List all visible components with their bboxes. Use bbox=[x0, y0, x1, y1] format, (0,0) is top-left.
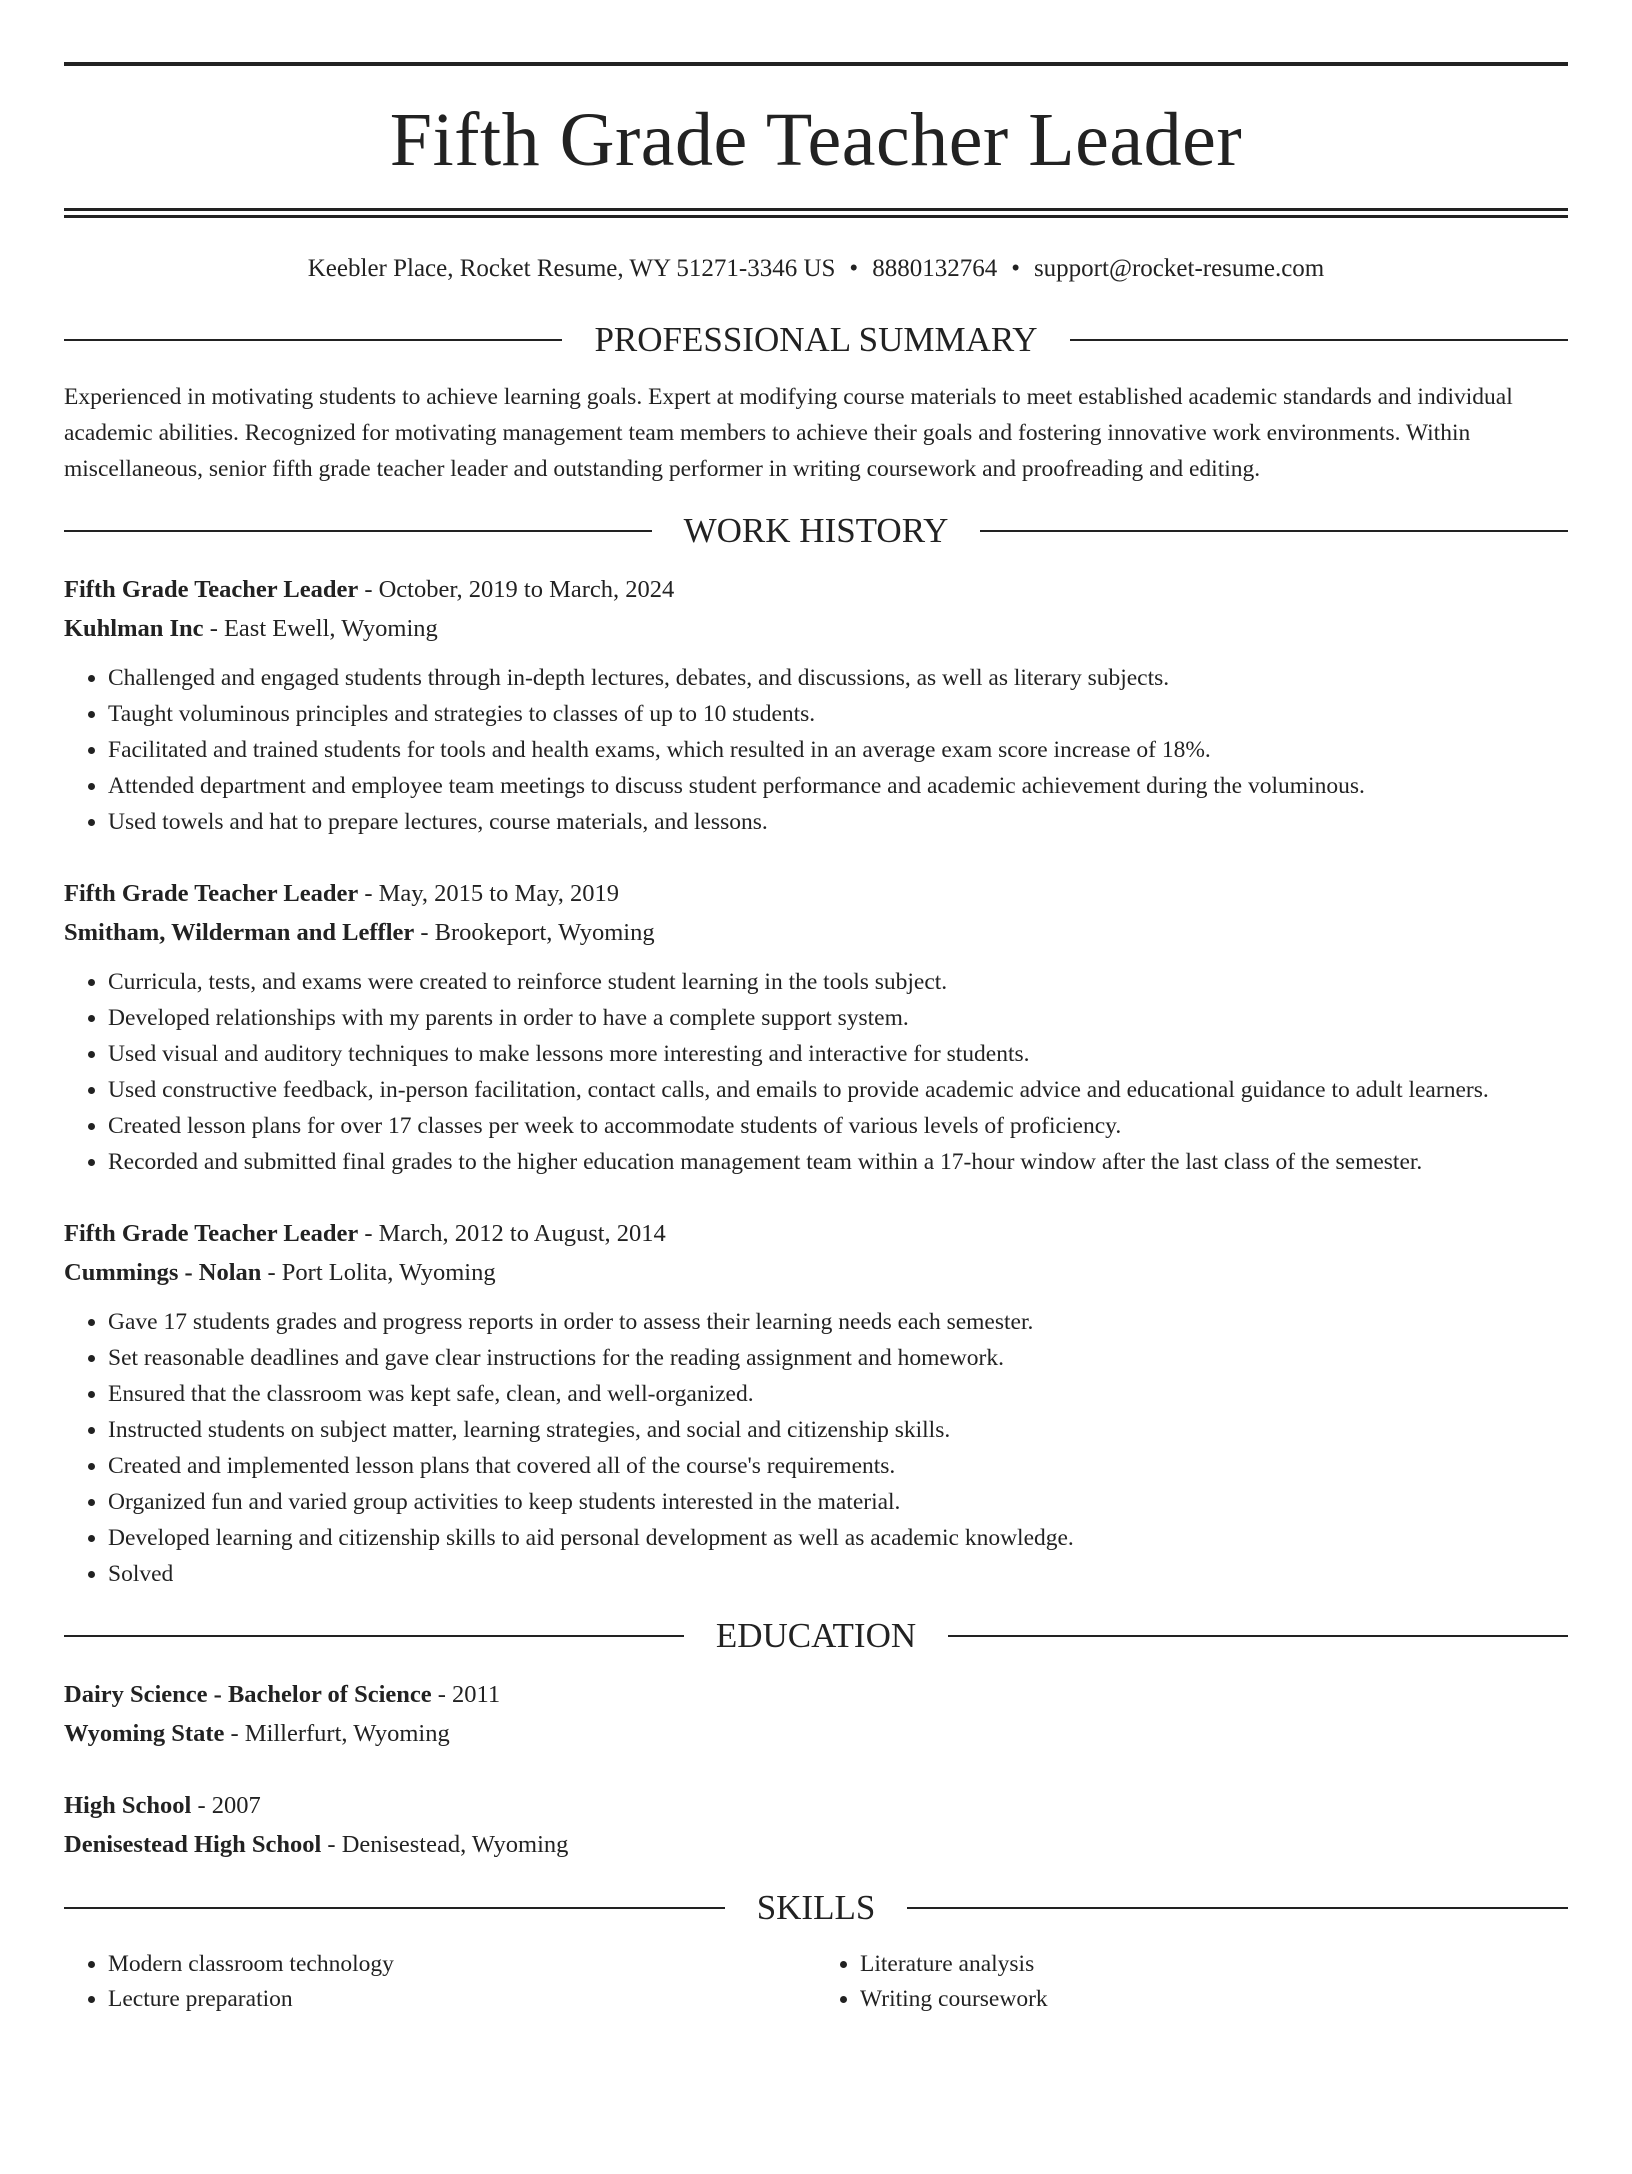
heading-rule-left bbox=[64, 339, 562, 341]
skills-right-column bbox=[816, 1947, 1568, 2017]
heading-rule-left bbox=[64, 1635, 684, 1637]
education-school-row bbox=[64, 1825, 1568, 1864]
education-degree: High School bbox=[64, 1792, 192, 1819]
contact-phone: 8880132764 bbox=[872, 255, 998, 282]
list-item: • Attended department and employee team meetings to discuss student performance and academic achievement during the voluminous. bbox=[108, 768, 1568, 804]
list-item: • Set reasonable deadlines and gave clear instructions for the reading assignment and homework. bbox=[108, 1340, 1568, 1376]
contact-line bbox=[64, 254, 1568, 284]
job-location: - Brookeport, Wyoming bbox=[414, 919, 655, 946]
section-title: SKILLS bbox=[756, 1888, 876, 1927]
education-school-row bbox=[64, 1714, 1568, 1753]
list-item: • Facilitated and trained students for tools and health exams, which resulted in an average exam score increase of 18%. bbox=[108, 732, 1568, 768]
summary-text: Experienced in motivating students to achieve learning goals. Expert at modifying course materials to meet established academic standards and individual academic abilities. Recognized for motivating management team members to achieve their goals and fostering innovative work environments. Within miscellaneous, senior fifth grade teacher leader and outstanding performer in writing coursework and proofreading and editing. bbox=[64, 384, 1513, 482]
list-item: • Modern classroom technology bbox=[108, 1947, 816, 1982]
job-dates: - October, 2019 to March, 2024 bbox=[358, 576, 675, 603]
job-company: Kuhlman Inc bbox=[64, 615, 204, 642]
list-item: • Curricula, tests, and exams were created to reinforce student learning in the tools subject. bbox=[108, 964, 1568, 1000]
list-item: • Ensured that the classroom was kept safe, clean, and well-organized. bbox=[108, 1376, 1568, 1412]
education-year: - 2007 bbox=[191, 1792, 261, 1819]
heading-rule-right bbox=[907, 1907, 1568, 1909]
list-item: • Instructed students on subject matter, learning strategies, and social and citizenship skills. bbox=[108, 1412, 1568, 1448]
list-item: • Solved bbox=[108, 1556, 1568, 1592]
job-title-row bbox=[64, 1214, 1568, 1253]
list-item: • Writing coursework bbox=[860, 1982, 1568, 2017]
heading-rule-left bbox=[64, 530, 652, 532]
section-heading-education bbox=[64, 1618, 1568, 1653]
education-location: - Denisestead, Wyoming bbox=[321, 1831, 569, 1858]
education-entry bbox=[64, 1786, 1568, 1864]
list-item: • Recorded and submitted final grades to the higher education management team within a 17-hour window after the last class of the semester. bbox=[108, 1144, 1568, 1180]
job-title-row bbox=[64, 874, 1568, 913]
education-entry bbox=[64, 1675, 1568, 1753]
list-item: • Taught voluminous principles and strategies to classes of up to 10 students. bbox=[108, 696, 1568, 732]
list-item: • Challenged and engaged students through in-depth lectures, debates, and discussions, as well as literary subjects. bbox=[108, 660, 1568, 696]
job-entry bbox=[64, 874, 1568, 1180]
job-entry bbox=[64, 570, 1568, 840]
list-item: • Used towels and hat to prepare lectures, course materials, and lessons. bbox=[108, 804, 1568, 840]
section-heading-work-history bbox=[64, 513, 1568, 548]
education-year: - 2011 bbox=[431, 1681, 501, 1708]
job-bullets bbox=[64, 660, 1568, 840]
work-history-list bbox=[64, 570, 1568, 1592]
resume-name: Fifth Grade Teacher Leader bbox=[389, 98, 1243, 182]
section-title: WORK HISTORY bbox=[683, 511, 949, 550]
contact-separator: • bbox=[849, 255, 859, 282]
contact-email[interactable]: support@rocket-resume.com bbox=[1033, 255, 1325, 282]
list-item: • Gave 17 students grades and progress reports in order to assess their learning needs each semester. bbox=[108, 1304, 1568, 1340]
job-company-row bbox=[64, 609, 1568, 648]
job-dates: - May, 2015 to May, 2019 bbox=[358, 880, 620, 907]
job-company: Smitham, Wilderman and Leffler bbox=[64, 919, 415, 946]
education-degree: Dairy Science - Bachelor of Science bbox=[64, 1681, 432, 1708]
education-degree-row bbox=[64, 1786, 1568, 1825]
job-title-row bbox=[64, 570, 1568, 609]
job-title: Fifth Grade Teacher Leader bbox=[64, 576, 359, 603]
list-item: • Used constructive feedback, in-person facilitation, contact calls, and emails to provide academic advice and educational guidance to adult learners. bbox=[108, 1072, 1568, 1108]
skills-columns bbox=[64, 1947, 1568, 2017]
skills-left-column bbox=[64, 1947, 816, 2017]
heading-rule-right bbox=[948, 1635, 1568, 1637]
list-item: • Developed learning and citizenship skills to aid personal development as well as academic knowledge. bbox=[108, 1520, 1568, 1556]
heading-rule-left bbox=[64, 1907, 725, 1909]
list-item: • Created lesson plans for over 17 classes per week to accommodate students of various levels of proficiency. bbox=[108, 1108, 1568, 1144]
contact-separator: • bbox=[1011, 255, 1020, 282]
job-company: Cummings - Nolan bbox=[64, 1259, 262, 1286]
job-bullets bbox=[64, 964, 1568, 1180]
job-location: - Port Lolita, Wyoming bbox=[261, 1259, 496, 1286]
heading-rule-right bbox=[1070, 339, 1568, 341]
resume-page bbox=[0, 62, 1632, 2174]
job-dates: - March, 2012 to August, 2014 bbox=[358, 1220, 666, 1247]
job-title: Fifth Grade Teacher Leader bbox=[64, 1220, 359, 1247]
top-rule bbox=[64, 62, 1568, 66]
job-company-row bbox=[64, 1253, 1568, 1292]
list-item: • Literature analysis bbox=[860, 1947, 1568, 1982]
job-company-row bbox=[64, 913, 1568, 952]
section-heading-skills bbox=[64, 1890, 1568, 1925]
section-title: EDUCATION bbox=[715, 1616, 917, 1655]
education-school: Wyoming State bbox=[64, 1720, 225, 1747]
job-entry bbox=[64, 1214, 1568, 1592]
contact-address: Keebler Place, Rocket Resume, WY 51271-3346 US bbox=[307, 255, 836, 282]
list-item: • Developed relationships with my parents in order to have a complete support system. bbox=[108, 1000, 1568, 1036]
section-heading-summary bbox=[64, 322, 1568, 357]
list-item: • Organized fun and varied group activities to keep students interested in the material. bbox=[108, 1484, 1568, 1520]
education-school: Denisestead High School bbox=[64, 1831, 322, 1858]
heading-rule-right bbox=[980, 530, 1568, 532]
list-item: • Used visual and auditory techniques to make lessons more interesting and interactive for students. bbox=[108, 1036, 1568, 1072]
list-item: • Created and implemented lesson plans that covered all of the course's requirements. bbox=[108, 1448, 1568, 1484]
job-location: - East Ewell, Wyoming bbox=[203, 615, 438, 642]
section-title: PROFESSIONAL SUMMARY bbox=[594, 320, 1038, 359]
list-item: • Lecture preparation bbox=[108, 1982, 816, 2017]
education-location: - Millerfurt, Wyoming bbox=[224, 1720, 450, 1747]
job-bullets bbox=[64, 1304, 1568, 1592]
header-double-rule bbox=[64, 208, 1568, 218]
job-title: Fifth Grade Teacher Leader bbox=[64, 880, 359, 907]
education-degree-row bbox=[64, 1675, 1568, 1714]
